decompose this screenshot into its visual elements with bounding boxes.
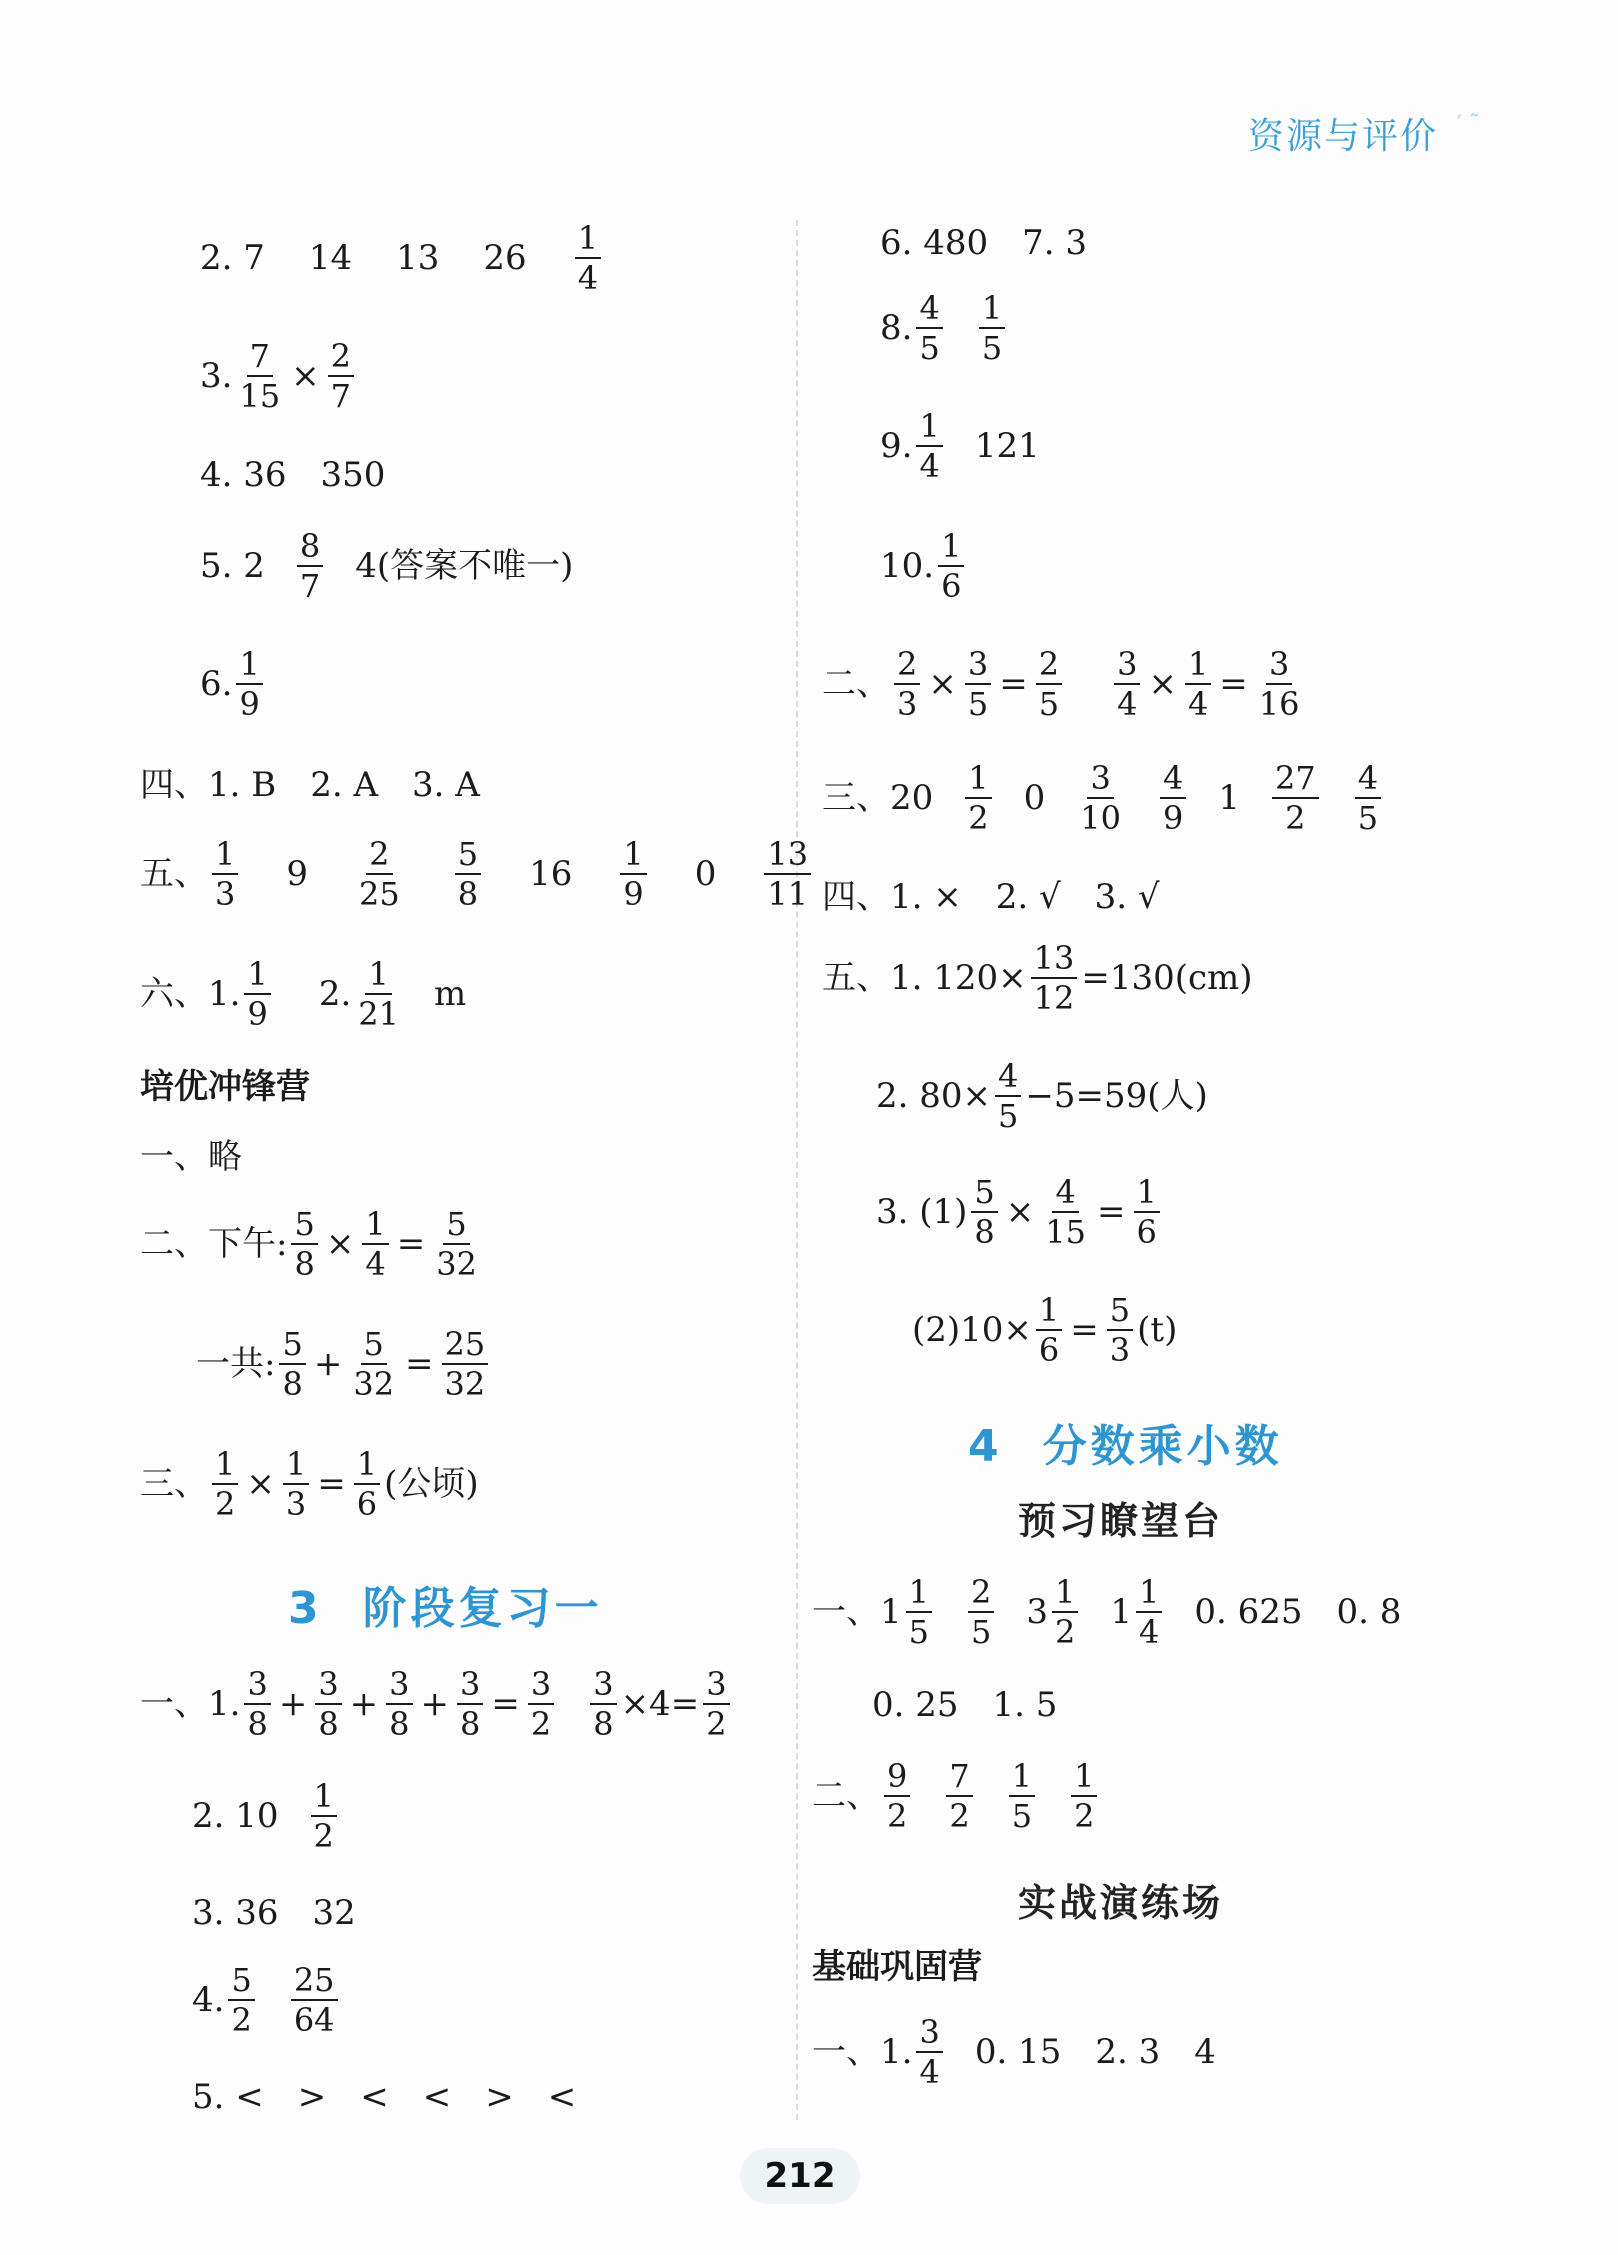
fraction: $\frac{4}{9}$ <box>1160 762 1186 834</box>
fraction: $\frac{1}{2}$ <box>212 1448 238 1520</box>
fraction: $\frac{1}{6}$ <box>354 1448 380 1520</box>
fraction: $\frac{13}{12}$ <box>1031 942 1078 1014</box>
fraction: $\frac{7}{15}$ <box>239 337 281 415</box>
answer-line: 8. $\frac{4}{5}$ $\frac{1}{5}$ <box>880 292 1009 364</box>
fraction: $\frac{5}{8}$ <box>455 838 481 910</box>
fraction: $\frac{3}{8}$ <box>244 1668 270 1740</box>
answer-line: 2. 7 14 13 26 $\frac{1}{4}$ <box>200 222 605 294</box>
fraction: $\frac{1}{6}$ <box>938 530 964 602</box>
fraction: $\frac{27}{2}$ <box>1272 762 1319 834</box>
answer-line: 2. 80× $\frac{4}{5}$ −5=59(人) <box>876 1057 1208 1135</box>
fraction: $\frac{3}{8}$ <box>315 1668 341 1740</box>
subsection-title: 实战演练场 <box>1018 1881 1224 1925</box>
answer-line: 四、1. B 2. A 3. A <box>140 765 480 805</box>
fraction: $\frac{4}{5}$ <box>995 1060 1021 1132</box>
fraction: $\frac{5}{8}$ <box>291 1208 317 1280</box>
fraction: $\frac{3}{8}$ <box>457 1668 483 1740</box>
header-title: 资源与评价 <box>1247 116 1438 157</box>
fraction: $\frac{4}{5}$ <box>1355 762 1381 834</box>
answer-line: 5. 2 $\frac{8}{7}$ 4(答案不唯一) <box>200 527 574 605</box>
answer-line: 3. 36 32 <box>192 1893 356 1933</box>
fraction: $\frac{1}{2}$ <box>1052 1576 1078 1648</box>
fraction: $\frac{1}{3}$ <box>212 838 238 910</box>
answer-line: 6. $\frac{1}{9}$ <box>200 648 267 720</box>
fraction: $\frac{3}{16}$ <box>1258 645 1300 723</box>
subsection-heading: 培优冲锋营 <box>140 1067 310 1107</box>
answer-line: 5. < > < < > < <box>192 2077 577 2117</box>
fraction: $\frac{13}{11}$ <box>764 838 811 910</box>
fraction: $\frac{5}{8}$ <box>279 1328 305 1400</box>
fraction: $\frac{5}{8}$ <box>971 1176 997 1248</box>
fraction: $\frac{9}{2}$ <box>884 1760 910 1832</box>
page-number: 212 <box>740 2148 860 2204</box>
header-decoration: ′ ˜ <box>1457 112 1480 137</box>
subsection-heading: 基础巩固营 <box>812 1947 982 1987</box>
fraction: $\frac{3}{8}$ <box>590 1668 616 1740</box>
fraction: $\frac{1}{4}$ <box>1185 648 1211 720</box>
answer-line: 三、20 $\frac{1}{2}$ 0 $\frac{3}{10}$ $\frac{4}{9}$ 1 $\frac{27}{2}$ $\frac{4}{5}$ <box>822 762 1385 834</box>
fraction: $\frac{25}{32}$ <box>442 1328 489 1400</box>
fraction: $\frac{5}{2}$ <box>228 1964 254 2036</box>
answer-line: 五、1. 120× $\frac{13}{12}$ =130(cm) <box>822 939 1253 1017</box>
fraction: $\frac{2}{5}$ <box>1036 648 1062 720</box>
answer-line: 3. $\frac{7}{15}$ × $\frac{2}{7}$ <box>200 340 358 412</box>
answer-line: 9. $\frac{1}{4}$ 121 <box>880 407 1040 485</box>
fraction: $\frac{4}{15}$ <box>1045 1173 1086 1251</box>
fraction: $\frac{2}{7}$ <box>328 340 354 412</box>
fraction: $\frac{2}{3}$ <box>894 648 920 720</box>
fraction: $\frac{1}{6}$ <box>1134 1176 1160 1248</box>
answer-line: 4. $\frac{5}{2}$ $\frac{25}{64}$ <box>192 1964 342 2036</box>
fraction: $\frac{2}{25}$ <box>359 835 400 913</box>
answer-line: 一、略 <box>140 1137 242 1177</box>
fraction: $\frac{3}{2}$ <box>703 1668 729 1740</box>
answer-line: 三、 $\frac{1}{2}$ × $\frac{1}{3}$ = $\frac{1}{6}$ (公顷) <box>140 1445 479 1523</box>
fraction: $\frac{1}{5}$ <box>979 292 1005 364</box>
fraction: $\frac{1}{4}$ <box>362 1208 388 1280</box>
answer-line: 2. 10 $\frac{1}{2}$ <box>192 1780 341 1852</box>
fraction: $\frac{1}{3}$ <box>283 1448 309 1520</box>
answer-line: 一共: $\frac{5}{8}$ + $\frac{5}{32}$ = $\frac{25}{32}$ <box>196 1328 492 1400</box>
fraction: $\frac{5}{32}$ <box>353 1325 395 1403</box>
fraction: $\frac{1}{2}$ <box>311 1780 337 1852</box>
fraction: $\frac{8}{7}$ <box>297 530 323 602</box>
answer-line: 一、1 $\frac{1}{5}$ $\frac{2}{5}$ 3 $\frac{1}{2}$ 1 $\frac{1}{4}$ 0. 625 0. 8 <box>812 1573 1402 1651</box>
fraction: $\frac{1}{9}$ <box>244 958 270 1030</box>
answer-line: 二、下午: $\frac{5}{8}$ × $\frac{1}{4}$ = $\frac{5}{32}$ <box>140 1208 484 1280</box>
fraction: $\frac{3}{8}$ <box>386 1668 412 1740</box>
fraction: $\frac{1}{21}$ <box>358 955 399 1033</box>
answer-line: 0. 25 1. 5 <box>872 1685 1058 1725</box>
answer-line: 10. $\frac{1}{6}$ <box>880 530 968 602</box>
fraction: $\frac{3}{4}$ <box>916 2016 942 2088</box>
fraction: $\frac{4}{5}$ <box>916 292 942 364</box>
fraction: $\frac{3}{10}$ <box>1080 759 1121 837</box>
section-title: 4 分数乘小数 <box>968 1421 1283 1472</box>
answer-line: 3. (1) $\frac{5}{8}$ × $\frac{4}{15}$ = $\frac{1}{6}$ <box>876 1176 1164 1248</box>
fraction: $\frac{2}{5}$ <box>968 1576 994 1648</box>
fraction: $\frac{1}{9}$ <box>236 648 262 720</box>
column-divider <box>796 220 798 2120</box>
fraction: $\frac{1}{4}$ <box>1136 1576 1162 1648</box>
subsection-title: 预习瞭望台 <box>1018 1499 1224 1543</box>
answer-line: 五、 $\frac{1}{3}$ 9 $\frac{2}{25}$ $\frac{5}{8}$ 16 $\frac{1}{9}$ 0 $\frac{13}{11}$ <box>140 838 815 910</box>
fraction: $\frac{3}{5}$ <box>965 648 991 720</box>
answer-line: 4. 36 350 <box>200 455 386 495</box>
answer-line: 一、1. $\frac{3}{4}$ 0. 15 2. 3 4 <box>812 2013 1216 2091</box>
answer-line: 6. 480 7. 3 <box>880 223 1088 263</box>
answer-line: 二、 $\frac{2}{3}$ × $\frac{3}{5}$ = $\frac{2}{5}$ $\frac{3}{4}$ × $\frac{1}{4}$ = $\frac{3}{16}$ <box>822 648 1307 720</box>
fraction: $\frac{3}{2}$ <box>528 1668 554 1740</box>
fraction: $\frac{1}{5}$ <box>906 1576 932 1648</box>
answer-line: 六、1. $\frac{1}{9}$ 2. $\frac{1}{21}$ m <box>140 955 467 1033</box>
fraction: $\frac{1}{4}$ <box>916 410 942 482</box>
fraction: $\frac{1}{2}$ <box>965 762 991 834</box>
fraction: $\frac{7}{2}$ <box>946 1760 972 1832</box>
fraction: $\frac{25}{64}$ <box>291 1964 338 2036</box>
answer-line: 二、 $\frac{9}{2}$ $\frac{7}{2}$ $\frac{1}{5}$ $\frac{1}{2}$ <box>812 1760 1101 1832</box>
fraction: $\frac{1}{4}$ <box>575 222 601 294</box>
answer-line: 一、1. $\frac{3}{8}$ + $\frac{3}{8}$ + $\frac{3}{8}$ + $\frac{3}{8}$ = $\frac{3}{2}$ $\frac{3}{8}$ ×4= $\frac{3}{2}$ <box>140 1668 734 1740</box>
fraction: $\frac{3}{4}$ <box>1114 648 1140 720</box>
fraction: $\frac{1}{5}$ <box>1009 1760 1035 1832</box>
answer-line: 四、1. × 2. √ 3. √ <box>822 877 1160 917</box>
fraction: $\frac{1}{2}$ <box>1071 1760 1097 1832</box>
fraction: $\frac{5}{32}$ <box>436 1205 477 1283</box>
fraction: $\frac{1}{6}$ <box>1036 1294 1062 1366</box>
section-title: 3 阶段复习一 <box>288 1583 603 1634</box>
answer-line: (2)10× $\frac{1}{6}$ = $\frac{5}{3}$ (t) <box>912 1291 1178 1369</box>
fraction: $\frac{1}{9}$ <box>620 838 646 910</box>
fraction: $\frac{5}{3}$ <box>1107 1294 1133 1366</box>
